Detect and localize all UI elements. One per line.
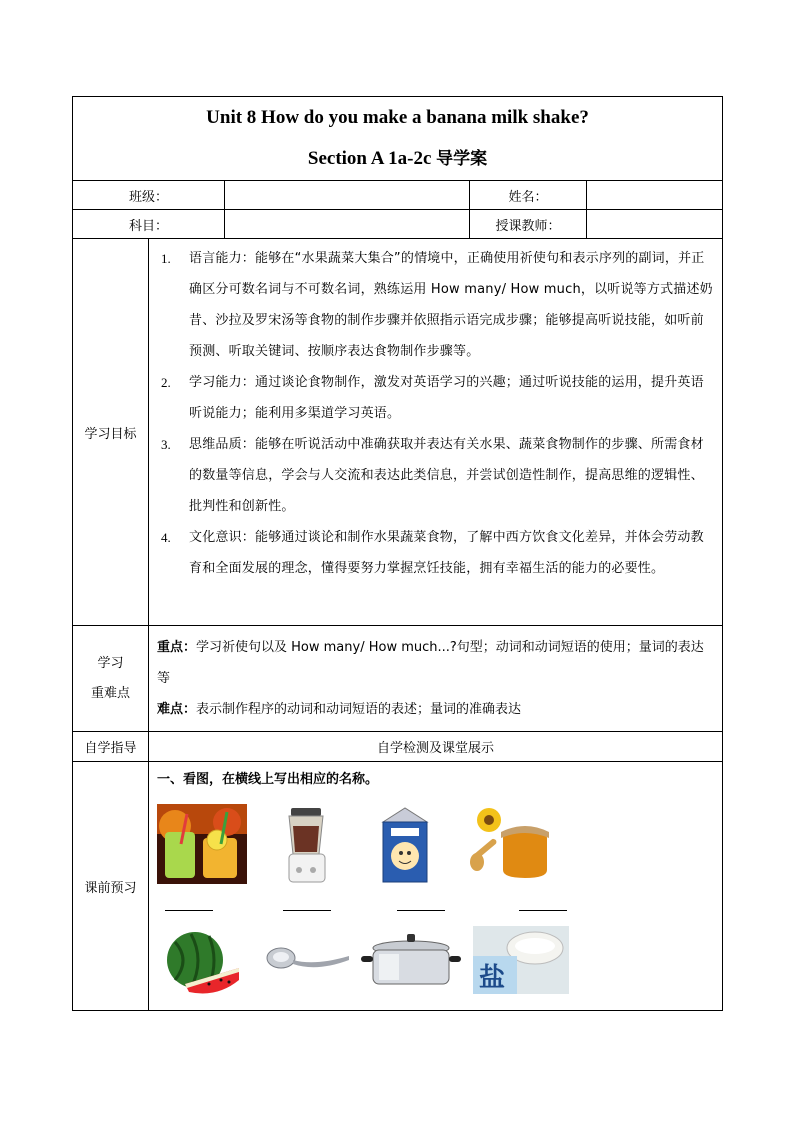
goal-item — [157, 429, 714, 522]
honey-jar-image — [467, 804, 557, 882]
subject-label: 科目： — [73, 210, 225, 239]
teacher-field[interactable] — [587, 210, 723, 239]
key-point-text: 学习祈使句以及 How many/ How much...?句型；动词和动词短语的使用；量词的表达等 — [157, 640, 704, 686]
name-label: 姓名： — [470, 181, 587, 210]
key-point — [157, 632, 714, 694]
class-label: 班级： — [73, 181, 225, 210]
worksheet-table — [72, 96, 723, 1011]
goal-text: 语言能力：能够在“水果蔬菜大集合”的情境中，正确使用祈使句和表示序列的副词，并正确区分可数名词与不可数名词，熟练运用 How many/ How much，以听说等方式描述奶昔、沙拉及罗宋汤等食物的制作步骤并依照指示语完成步骤；能够提高听说技能，如听前预测、听取关键词、按顺序表达食物制作步骤等。 — [189, 251, 713, 359]
key-points-label-line1: 学习 — [97, 655, 124, 671]
name-field[interactable] — [587, 181, 723, 210]
goal-text: 学习能力：通过谈论食物制作，激发对英语学习的兴趣；通过听说技能的运用，提升英语听说能力；能利用多渠道学习英语。 — [189, 375, 704, 421]
preview-cell — [149, 762, 723, 1011]
goal-item — [157, 243, 714, 367]
watermelon-image — [161, 928, 241, 998]
answer-blank[interactable] — [397, 910, 445, 911]
goal-number: 1. — [161, 251, 171, 266]
answer-blank[interactable] — [165, 910, 213, 911]
goal-number: 4. — [161, 530, 171, 545]
answer-blank[interactable] — [519, 910, 567, 911]
blender-image — [277, 808, 337, 888]
difficult-point-text: 表示制作程序的动词和动词短语的表述；量词的准确表达 — [196, 702, 522, 717]
goals-cell — [149, 239, 723, 626]
teacher-label: 授课教师： — [470, 210, 587, 239]
milk-carton-image — [377, 806, 433, 884]
key-points-label — [73, 626, 149, 732]
guide-content: 自学检测及课堂展示 — [149, 732, 723, 762]
svg-text:盐: 盐 — [479, 963, 506, 993]
page-subtitle — [73, 138, 722, 180]
page-title: Unit 8 How do you make a banana milk shake? — [206, 107, 589, 128]
preview-question: 一、看图，在横线上写出相应的名称。 — [157, 772, 379, 787]
goal-number: 3. — [161, 437, 171, 452]
difficult-point-label: 难点： — [157, 702, 197, 717]
difficult-point — [157, 694, 714, 725]
class-field[interactable] — [225, 181, 470, 210]
subtitle-section: Section A 1a-2c — [307, 148, 437, 169]
goal-text: 文化意识：能够通过谈论和制作水果蔬菜食物，了解中西方饮食文化差异，并体会劳动教育和全面发展的理念，懂得要努力掌握烹饪技能，拥有幸福生活的能力的必要性。 — [189, 530, 704, 576]
preview-label: 课前预习 — [73, 762, 149, 1011]
cooking-pot-image — [361, 932, 461, 992]
goal-text: 思维品质：能够在听说活动中准确获取并表达有关水果、蔬菜食物制作的步骤、所需食材的数量等信息，学会与人交流和表达此类信息，并尝试创造性制作，提高思维的逻辑性、批判性和创新性。 — [189, 437, 704, 514]
goals-label: 学习目标 — [73, 239, 149, 626]
subject-field[interactable] — [225, 210, 470, 239]
picture-area — [157, 790, 714, 1005]
key-points-label-line2: 重难点 — [90, 685, 130, 701]
key-point-label: 重点： — [157, 640, 197, 655]
goal-item — [157, 367, 714, 429]
key-points-cell — [149, 626, 723, 732]
spoon-image — [265, 940, 351, 980]
guide-label: 自学指导 — [73, 732, 149, 762]
answer-blank[interactable] — [283, 910, 331, 911]
subtitle-cn: 导学案 — [436, 149, 488, 169]
fruit-drinks-image — [157, 804, 247, 884]
salt-bag-image — [473, 926, 569, 994]
goal-number: 2. — [161, 375, 171, 390]
title-cell — [73, 97, 723, 181]
goal-item — [157, 522, 714, 584]
